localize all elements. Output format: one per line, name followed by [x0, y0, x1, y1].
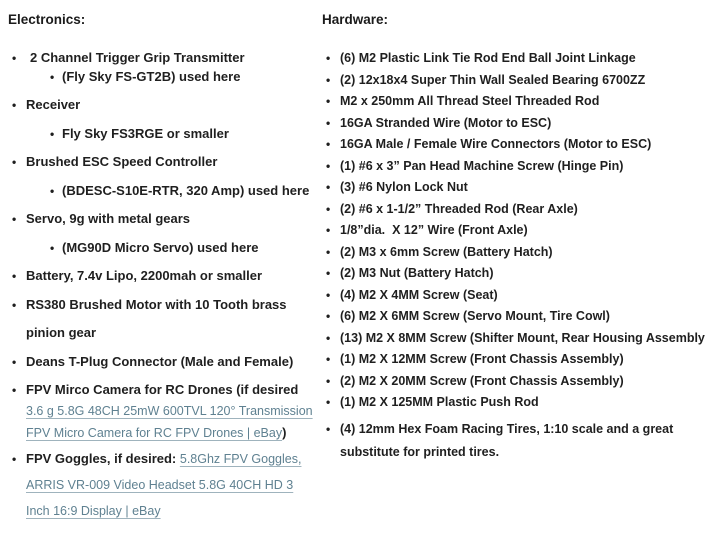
bullet-icon: [12, 379, 16, 401]
bullet-icon: [12, 262, 16, 291]
link-line2: ARRIS VR-009 Video Headset 5.8G 40CH HD 3: [26, 478, 294, 492]
bullet-icon: [326, 113, 330, 135]
hardware-item-servo-mount-screw: [322, 306, 716, 328]
hardware-item-12mm-screw: [322, 349, 716, 371]
electronics-section: [8, 10, 313, 524]
hardware-section: [322, 10, 716, 464]
bullet-icon: [12, 205, 16, 234]
electronics-item-receiver: [8, 91, 310, 120]
item-text: (MG90D Micro Servo) used here: [62, 239, 259, 255]
link-line3: Inch 16:9 Display | eBay: [26, 504, 161, 518]
item-text: Battery, 7.4v Lipo, 2200mah or smaller: [26, 268, 263, 283]
item-text: Servo, 9g with metal gears: [26, 211, 191, 226]
bullet-icon: [326, 371, 330, 393]
bullet-icon: [326, 328, 330, 350]
link-line1: 3.6 g 5.8G 48CH 25mW 600TVL 120° Transmission: [26, 404, 313, 418]
electronics-item-fpv-goggles: [8, 446, 310, 524]
item-text: (Fly Sky FS-GT2B) used here: [62, 68, 241, 84]
bullet-icon: [326, 418, 330, 441]
item-text: Fly Sky FS3RGE or smaller: [62, 125, 229, 141]
bullet-icon: [326, 134, 330, 156]
hardware-item-rear-axle-rod: [322, 199, 716, 221]
bullet-icon: [326, 349, 330, 371]
item-text: (1) #6 x 3” Pan Head Machine Screw (Hinge Pin): [340, 158, 624, 173]
hardware-item-front-axle-wire: [322, 220, 716, 242]
item-text-prefix: FPV Goggles, if desired:: [26, 451, 177, 466]
electronics-subitem-mg90d: [8, 234, 310, 263]
bullet-icon: [326, 392, 330, 414]
hardware-item-battery-hatch-nut: [322, 263, 716, 285]
bullet-icon: [326, 263, 330, 285]
electronics-item-deans-plug: [8, 348, 310, 377]
item-text: (2) 12x18x4 Super Thin Wall Sealed Bearing 6700ZZ: [340, 72, 646, 87]
item-text: (1) M2 X 12MM Screw (Front Chassis Assembly): [340, 352, 624, 366]
bullet-icon: [50, 63, 54, 92]
bullet-icon: [12, 291, 16, 320]
item-text: M2 x 250mm All Thread Steel Threaded Rod: [340, 94, 600, 108]
electronics-item-fpv-camera: [8, 379, 313, 444]
bullet-icon: [326, 242, 330, 264]
hardware-item-linkage: [322, 48, 716, 70]
item-text-line1: RS380 Brushed Motor with 10 Tooth brass: [26, 296, 287, 312]
link-line1: 5.8Ghz FPV Goggles,: [179, 452, 302, 466]
item-text: (2) M3 Nut (Battery Hatch): [340, 266, 494, 280]
item-text: (4) M2 X 4MM Screw (Seat): [340, 287, 498, 302]
bullet-icon: [12, 446, 16, 472]
item-text: Deans T-Plug Connector (Male and Female): [26, 353, 294, 369]
hardware-item-wire-connectors: [322, 134, 716, 156]
bullet-icon: [50, 120, 54, 149]
link-line2: FPV Micro Camera for RC FPV Drones | eBay: [26, 426, 283, 440]
item-text: (6) M2 X 6MM Screw (Servo Mount, Tire Cowl): [340, 309, 610, 323]
bullet-icon: [50, 177, 54, 206]
electronics-subitem-flysky-gt2b: [8, 63, 310, 92]
item-text: (3) #6 Nylon Lock Nut: [340, 180, 468, 194]
hardware-item-lock-nut: [322, 177, 716, 199]
item-text: (2) M3 x 6mm Screw (Battery Hatch): [340, 244, 553, 259]
electronics-item-esc: [8, 148, 310, 177]
item-text: 16GA Stranded Wire (Motor to ESC): [340, 115, 552, 130]
bullet-icon: [326, 306, 330, 328]
bullet-icon: [326, 70, 330, 92]
item-text: (4) 12mm Hex Foam Racing Tires, 1:10 scale and a great substitute for printed tires.: [340, 421, 674, 459]
hardware-item-foam-tires: [322, 418, 716, 464]
electronics-subitem-bdesc: [8, 177, 310, 206]
electronics-item-motor: [8, 291, 310, 348]
item-text-line2: pinion gear: [26, 325, 97, 340]
item-text: Receiver: [26, 97, 81, 112]
item-text-suffix: ): [282, 425, 287, 440]
hardware-item-stranded-wire: [322, 113, 716, 135]
electronics-item-battery: [8, 262, 310, 291]
item-text: 16GA Male / Female Wire Connectors (Motor to ESC): [340, 137, 652, 151]
item-text: (2) #6 x 1-1/2” Threaded Rod (Rear Axle): [340, 201, 578, 216]
hardware-item-seat-screw: [322, 285, 716, 307]
item-text-prefix: FPV Mirco Camera for RC Drones (if desired: [26, 382, 299, 397]
item-text: Brushed ESC Speed Controller: [26, 154, 218, 169]
bullet-icon: [326, 220, 330, 242]
item-text: (2) M2 X 20MM Screw (Front Chassis Assembly): [340, 373, 624, 388]
hardware-item-battery-hatch-screw: [322, 242, 716, 264]
bullet-icon: [12, 348, 16, 377]
item-text: (BDESC-S10E-RTR, 320 Amp) used here: [62, 182, 310, 198]
hardware-item-20mm-screw: [322, 371, 716, 393]
bullet-icon: [326, 156, 330, 178]
item-text: (13) M2 X 8MM Screw (Shifter Mount, Rear Housing Assembly: [340, 330, 705, 345]
electronics-heading: Electronics:: [8, 12, 86, 27]
bullet-icon: [326, 177, 330, 199]
bullet-icon: [326, 199, 330, 221]
hardware-heading: Hardware:: [322, 12, 389, 27]
bullet-icon: [12, 148, 16, 177]
hardware-item-bearing: [322, 70, 716, 92]
bullet-icon: [50, 234, 54, 263]
item-text: 2 Channel Trigger Grip Transmitter: [30, 50, 245, 65]
electronics-item-servo: [8, 205, 310, 234]
bullet-icon: [326, 285, 330, 307]
item-text: (6) M2 Plastic Link Tie Rod End Ball Joint Linkage: [340, 51, 636, 65]
hardware-item-shifter-mount-screw: [322, 328, 716, 350]
hardware-item-push-rod: [322, 392, 716, 414]
item-text: 1/8”dia. X 12” Wire (Front Axle): [340, 223, 528, 237]
bullet-icon: [326, 91, 330, 113]
bullet-icon: [326, 48, 330, 70]
hardware-item-hinge-pin-screw: [322, 156, 716, 178]
electronics-subitem-fs3rge: [8, 120, 310, 149]
bullet-icon: [12, 91, 16, 120]
item-text: (1) M2 X 125MM Plastic Push Rod: [340, 395, 539, 409]
fpv-camera-ebay-link[interactable]: [26, 404, 313, 440]
hardware-item-threaded-rod: [322, 91, 716, 113]
